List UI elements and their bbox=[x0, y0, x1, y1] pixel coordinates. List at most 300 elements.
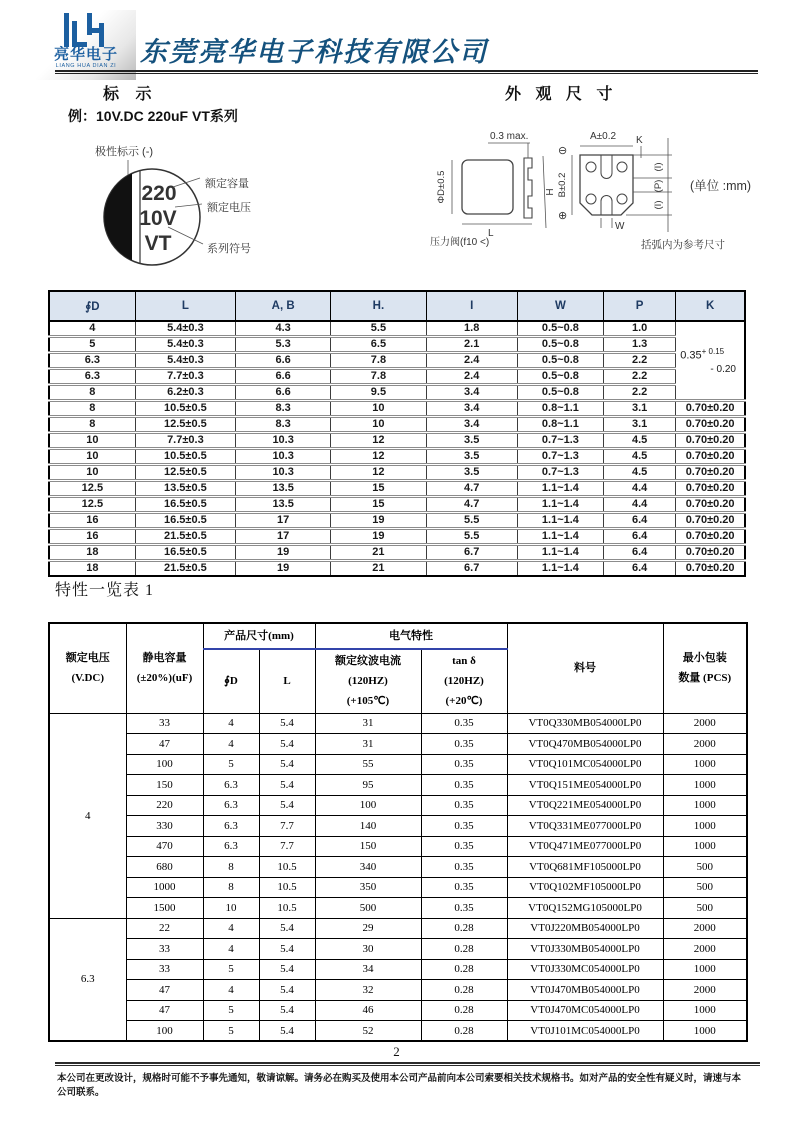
spec-cell: 0.35 bbox=[421, 734, 507, 755]
spec-table bbox=[48, 622, 748, 1042]
polarity-crescent bbox=[104, 174, 132, 261]
spec-table-row bbox=[49, 857, 747, 878]
spec-cell: VT0J330MC054000LP0 bbox=[507, 959, 663, 980]
col-header-tan bbox=[421, 649, 507, 713]
spec-cell: 0.35 bbox=[421, 836, 507, 857]
dim-table-row bbox=[49, 385, 745, 401]
dim-cell-k-tolerance: $0.35^{+ 0.15}$ - 0.20 bbox=[676, 321, 745, 401]
dim-cell: 5.4±0.3 bbox=[135, 321, 235, 337]
dim-cell: 16.5±0.5 bbox=[135, 513, 235, 529]
dim-cell-k: 0.70±0.20 bbox=[676, 497, 745, 513]
page-number: 2 bbox=[393, 1044, 400, 1059]
dim-cell: 10.3 bbox=[236, 449, 331, 465]
plus-mark: ⊕ bbox=[558, 210, 568, 222]
spec-cell: 47 bbox=[126, 980, 203, 1001]
dim-cell: 0.5~0.8 bbox=[517, 369, 603, 385]
footer-rule bbox=[55, 1062, 760, 1066]
length-dim: L bbox=[488, 228, 494, 239]
dimensions-table bbox=[48, 290, 746, 577]
dim-cell: 8 bbox=[49, 401, 135, 417]
header-rule bbox=[55, 70, 758, 74]
spec-cell: VT0Q471ME077000LP0 bbox=[507, 836, 663, 857]
spec-cell: 2000 bbox=[663, 980, 747, 1001]
spec-cell: 1000 bbox=[663, 1021, 747, 1042]
dim-cell: 19 bbox=[236, 545, 331, 561]
spec-cell: 100 bbox=[126, 754, 203, 775]
dim-cell: 2.4 bbox=[426, 369, 517, 385]
spec-cell: 10.5 bbox=[259, 857, 315, 878]
spec-cell: 2000 bbox=[663, 713, 747, 734]
spec-cell: 8 bbox=[203, 857, 259, 878]
dim-cell: 5.3 bbox=[236, 337, 331, 353]
spec-cell: 5 bbox=[203, 754, 259, 775]
logo-text-cn: 亮华电子 bbox=[53, 46, 118, 63]
spec-cell: 5.4 bbox=[259, 980, 315, 1001]
spec-cell: 680 bbox=[126, 857, 203, 878]
spec-cell: 470 bbox=[126, 836, 203, 857]
spec-cell: 100 bbox=[315, 795, 421, 816]
dim-cell: 21.5±0.5 bbox=[135, 529, 235, 545]
spec-cell: 7.7 bbox=[259, 816, 315, 837]
dim-table-row bbox=[49, 545, 745, 561]
dim-cell: 17 bbox=[236, 529, 331, 545]
dim-table-row bbox=[49, 529, 745, 545]
dim-cell: 3.1 bbox=[604, 417, 676, 433]
spec-cell: 1000 bbox=[663, 775, 747, 796]
spec-cell: 52 bbox=[315, 1021, 421, 1042]
spec-table-row bbox=[49, 1021, 747, 1042]
dim-cell: 7.7±0.3 bbox=[135, 433, 235, 449]
dim-col-header: L bbox=[135, 291, 235, 321]
dim-cell: 2.2 bbox=[604, 353, 676, 369]
diameter-dim: ΦD±0.5 bbox=[436, 170, 447, 204]
spec-cell: 10 bbox=[203, 898, 259, 919]
dim-cell: 18 bbox=[49, 545, 135, 561]
spec-cell: 47 bbox=[126, 734, 203, 755]
spec-cell: 33 bbox=[126, 939, 203, 960]
spec-cell: 5.4 bbox=[259, 775, 315, 796]
spec-cell: 10.5 bbox=[259, 877, 315, 898]
spec-table-row bbox=[49, 836, 747, 857]
dim-cell: 10.5±0.5 bbox=[135, 449, 235, 465]
dim-cell: 13.5 bbox=[236, 497, 331, 513]
dim-cell: 0.7~1.3 bbox=[517, 433, 603, 449]
dim-table-row bbox=[49, 369, 745, 385]
callout-voltage: 额定电压 bbox=[207, 202, 251, 214]
dim-cell: 2.2 bbox=[604, 385, 676, 401]
dim-cell: 10 bbox=[331, 417, 426, 433]
dim-cell: 5.5 bbox=[331, 321, 426, 337]
spec-cell: 500 bbox=[663, 857, 747, 878]
spec-cell: 330 bbox=[126, 816, 203, 837]
dim-cell: 16.5±0.5 bbox=[135, 545, 235, 561]
spec-cell: 0.28 bbox=[421, 918, 507, 939]
dim-cell: 1.1~1.4 bbox=[517, 529, 603, 545]
dim-cell: 3.5 bbox=[426, 449, 517, 465]
dim-cell: 6.3 bbox=[49, 369, 135, 385]
dim-cell: 12.5 bbox=[49, 481, 135, 497]
spec-table-row bbox=[49, 877, 747, 898]
spec-cell: 0.35 bbox=[421, 775, 507, 796]
dim-cell: 2.4 bbox=[426, 353, 517, 369]
dim-cell: 6.3 bbox=[49, 353, 135, 369]
spec-table-row bbox=[49, 713, 747, 734]
dim-cell: 4.7 bbox=[426, 497, 517, 513]
spec-cell: 0.35 bbox=[421, 816, 507, 837]
spec-cell: 30 bbox=[315, 939, 421, 960]
callout-series: 系列符号 bbox=[207, 243, 251, 255]
unit-note: (单位 :mm) bbox=[690, 179, 752, 193]
spec-cell: 1000 bbox=[663, 816, 747, 837]
callout-capacitance: 额定容量 bbox=[205, 178, 249, 190]
spec-cell: 5.4 bbox=[259, 795, 315, 816]
dim-cell: 1.1~1.4 bbox=[517, 545, 603, 561]
spec-cell: 5.4 bbox=[259, 734, 315, 755]
dim-cell: 0.5~0.8 bbox=[517, 353, 603, 369]
dim-cell: 1.1~1.4 bbox=[517, 497, 603, 513]
dim-cell: 5.4±0.3 bbox=[135, 337, 235, 353]
spec-cell: 7.7 bbox=[259, 836, 315, 857]
spec-cell: VT0Q330MB054000LP0 bbox=[507, 713, 663, 734]
spec-cell: 31 bbox=[315, 734, 421, 755]
dim-cell: 18 bbox=[49, 561, 135, 577]
dim-cell: 8.3 bbox=[236, 417, 331, 433]
spec-cell: 4 bbox=[203, 980, 259, 1001]
dim-table-row bbox=[49, 561, 745, 577]
spec-cell: VT0J330MB054000LP0 bbox=[507, 939, 663, 960]
spec-cell: 95 bbox=[315, 775, 421, 796]
spec-cell: 0.35 bbox=[421, 795, 507, 816]
spec-cell: VT0Q152MG105000LP0 bbox=[507, 898, 663, 919]
spec-cell: 31 bbox=[315, 713, 421, 734]
dim-cell: 6.6 bbox=[236, 385, 331, 401]
spec-cell: 6.3 bbox=[203, 836, 259, 857]
spec-cell: 33 bbox=[126, 713, 203, 734]
spec-cell: 5.4 bbox=[259, 1000, 315, 1021]
spec-cell: 29 bbox=[315, 918, 421, 939]
dim-cell: 0.7~1.3 bbox=[517, 449, 603, 465]
spec-table-row bbox=[49, 898, 747, 919]
dim-col-header: I bbox=[426, 291, 517, 321]
dim-col-header: K bbox=[676, 291, 745, 321]
spec-cell: 5.4 bbox=[259, 1021, 315, 1042]
dim-cell: 12.5 bbox=[49, 497, 135, 513]
spec-cell: 0.28 bbox=[421, 980, 507, 1001]
spec-cell: 2000 bbox=[663, 918, 747, 939]
dim-cell: 6.5 bbox=[331, 337, 426, 353]
spec-table-row bbox=[49, 754, 747, 775]
dim-cell: 9.5 bbox=[331, 385, 426, 401]
dim-cell-k: 0.70±0.20 bbox=[676, 417, 745, 433]
dim-col-header: ∮D bbox=[49, 291, 135, 321]
dim-cell: 16.5±0.5 bbox=[135, 497, 235, 513]
dim-cell: 10 bbox=[49, 465, 135, 481]
spec-cell: 1000 bbox=[663, 1000, 747, 1021]
marking-capacitance: 220 bbox=[141, 182, 177, 205]
height-dim: H bbox=[545, 188, 556, 196]
dim-cell: 21 bbox=[331, 545, 426, 561]
dim-cell: 10 bbox=[49, 433, 135, 449]
dim-cell: 6.4 bbox=[604, 513, 676, 529]
dim-table-row bbox=[49, 449, 745, 465]
spec-cell: VT0J101MC054000LP0 bbox=[507, 1021, 663, 1042]
spec-cell: 2000 bbox=[663, 734, 747, 755]
dim-table-row bbox=[49, 321, 745, 337]
dim-table-row bbox=[49, 353, 745, 369]
callout-line-capacitance bbox=[173, 178, 200, 187]
polarity-label: 极性标示 (-) bbox=[95, 146, 154, 158]
dim-cell: 5.5 bbox=[426, 513, 517, 529]
col-header-ripple-line2: (120HZ) bbox=[348, 675, 388, 688]
spec-cell: 0.35 bbox=[421, 713, 507, 734]
dim-cell: 0.5~0.8 bbox=[517, 337, 603, 353]
dim-table-row bbox=[49, 497, 745, 513]
dim-cell: 6.6 bbox=[236, 353, 331, 369]
spec-cell: 220 bbox=[126, 795, 203, 816]
dim-col-header: A, B bbox=[236, 291, 331, 321]
spec-cell: 5.4 bbox=[259, 939, 315, 960]
spec-cell: VT0Q681MF105000LP0 bbox=[507, 857, 663, 878]
dim-col-header: H. bbox=[331, 291, 426, 321]
spec-cell: 5 bbox=[203, 1021, 259, 1042]
dim-cell-k: 0.70±0.20 bbox=[676, 465, 745, 481]
spec-cell: VT0Q221ME054000LP0 bbox=[507, 795, 663, 816]
dim-table-row bbox=[49, 513, 745, 529]
appearance-section-title: 外 观 尺 寸 bbox=[505, 86, 618, 103]
dim-cell: 1.8 bbox=[426, 321, 517, 337]
dim-cell: 5.5 bbox=[426, 529, 517, 545]
dim-cell: 12 bbox=[331, 465, 426, 481]
group-header-electrical: 电气特性 bbox=[315, 623, 507, 649]
col-header-diameter: ∮D bbox=[203, 649, 259, 713]
dim-cell: 3.4 bbox=[426, 401, 517, 417]
dim-table-row bbox=[49, 337, 745, 353]
cap-bottom-view bbox=[580, 155, 633, 215]
marking-diagram bbox=[55, 140, 385, 280]
spec-cell: 0.28 bbox=[421, 959, 507, 980]
dim-cell: 13.5 bbox=[236, 481, 331, 497]
spec-cell: 1000 bbox=[663, 836, 747, 857]
top-clearance-dim: 0.3 max. bbox=[490, 131, 529, 142]
spec-cell: 1000 bbox=[126, 877, 203, 898]
dim-cell: 3.4 bbox=[426, 417, 517, 433]
dim-col-header: P bbox=[604, 291, 676, 321]
col-header-ripple bbox=[315, 649, 421, 713]
col-header-ripple-line1: 额定纹波电流 bbox=[335, 655, 401, 668]
dim-cell: 6.2±0.3 bbox=[135, 385, 235, 401]
dim-cell: 5 bbox=[49, 337, 135, 353]
dim-cell: 8 bbox=[49, 385, 135, 401]
dim-cell: 6.4 bbox=[604, 529, 676, 545]
spec-cell: 0.28 bbox=[421, 939, 507, 960]
dim-cell: 6.4 bbox=[604, 561, 676, 577]
spec-table-row bbox=[49, 795, 747, 816]
col-header-capacitance bbox=[126, 623, 203, 713]
col-header-part-number: 料号 bbox=[507, 623, 663, 713]
spec-cell: 4 bbox=[203, 734, 259, 755]
dim-cell: 3.5 bbox=[426, 433, 517, 449]
dim-cell: 7.8 bbox=[331, 353, 426, 369]
col-header-tan-line3: (+20℃) bbox=[445, 695, 483, 708]
spec-cell: 4 bbox=[203, 918, 259, 939]
dim-cell: 0.8~1.1 bbox=[517, 417, 603, 433]
spec-cell: VT0J470MB054000LP0 bbox=[507, 980, 663, 1001]
i-bottom-dim: (I) bbox=[653, 200, 664, 210]
marking-series: VT bbox=[144, 232, 172, 255]
spec-cell-voltage: 6.3 bbox=[49, 918, 126, 1041]
dim-cell: 6.7 bbox=[426, 561, 517, 577]
a-dim: A±0.2 bbox=[590, 131, 617, 142]
pressure-valve-note: 压力阀(f10 <) bbox=[430, 237, 490, 248]
spec-section-title: 特性一览表 1 bbox=[55, 582, 155, 599]
spec-cell: 55 bbox=[315, 754, 421, 775]
marking-example: 例：10V.DC 220uF VT系列 bbox=[68, 108, 238, 124]
spec-cell: 1000 bbox=[663, 795, 747, 816]
spec-cell-voltage: 4 bbox=[49, 713, 126, 918]
spec-cell: 1500 bbox=[126, 898, 203, 919]
spec-cell: 4 bbox=[203, 713, 259, 734]
spec-head-group-row bbox=[49, 623, 747, 649]
spec-cell: 0.28 bbox=[421, 1000, 507, 1021]
b-dim: B±0.2 bbox=[557, 172, 568, 198]
spec-cell: VT0Q470MB054000LP0 bbox=[507, 734, 663, 755]
dim-cell: 4 bbox=[49, 321, 135, 337]
footer-disclaimer: 本公司在更改设计，规格时可能不予事先通知，敬请谅解。请务必在购买及使用本公司产品前向本公司索要相关技术规格书。如对产品的安全性有疑义时，请速与本公司联系。 bbox=[57, 1074, 742, 1098]
spec-cell: 32 bbox=[315, 980, 421, 1001]
spec-cell: 150 bbox=[126, 775, 203, 796]
spec-cell: 0.35 bbox=[421, 877, 507, 898]
dim-cell-k: 0.70±0.20 bbox=[676, 513, 745, 529]
dim-cell: 4.5 bbox=[604, 433, 676, 449]
dim-cell: 10.3 bbox=[236, 465, 331, 481]
dim-table-row bbox=[49, 481, 745, 497]
outline-dimension-diagram bbox=[428, 126, 790, 268]
spec-cell: 100 bbox=[126, 1021, 203, 1042]
spec-cell: 8 bbox=[203, 877, 259, 898]
col-header-capacitance-line2: (±20%)(uF) bbox=[136, 672, 193, 685]
spec-cell: 6.3 bbox=[203, 816, 259, 837]
dim-cell: 12.5±0.5 bbox=[135, 465, 235, 481]
marking-voltage: 10V bbox=[139, 207, 177, 230]
col-header-ripple-line3: (+105℃) bbox=[346, 695, 390, 708]
spec-cell: 0.35 bbox=[421, 857, 507, 878]
group-header-size: 产品尺寸(mm) bbox=[203, 623, 315, 649]
dim-cell: 4.4 bbox=[604, 497, 676, 513]
spec-table-body bbox=[49, 713, 747, 1041]
col-header-voltage bbox=[49, 623, 126, 713]
spec-table-row bbox=[49, 775, 747, 796]
spec-cell: VT0J220MB054000LP0 bbox=[507, 918, 663, 939]
dim-cell: 4.5 bbox=[604, 465, 676, 481]
spec-cell: 47 bbox=[126, 1000, 203, 1021]
dim-cell: 6.6 bbox=[236, 369, 331, 385]
col-header-length: L bbox=[259, 649, 315, 713]
spec-cell: 1000 bbox=[663, 959, 747, 980]
dim-cell: 17 bbox=[236, 513, 331, 529]
dim-cell: 3.4 bbox=[426, 385, 517, 401]
company-name: 东莞亮华电子科技有限公司 bbox=[140, 37, 488, 67]
dim-cell: 12 bbox=[331, 449, 426, 465]
dim-cell-k: 0.70±0.20 bbox=[676, 433, 745, 449]
spec-cell: 33 bbox=[126, 959, 203, 980]
w-dim: W bbox=[615, 221, 625, 232]
dim-cell: 4.5 bbox=[604, 449, 676, 465]
col-header-tan-line1: tan δ bbox=[452, 655, 476, 668]
minus-mark: ⊖ bbox=[558, 145, 568, 157]
dim-cell: 12.5±0.5 bbox=[135, 417, 235, 433]
dim-cell: 1.1~1.4 bbox=[517, 513, 603, 529]
dim-cell: 0.7~1.3 bbox=[517, 465, 603, 481]
spec-cell: VT0J470MC054000LP0 bbox=[507, 1000, 663, 1021]
spec-cell: 5 bbox=[203, 959, 259, 980]
col-header-min-package bbox=[663, 623, 747, 713]
dim-cell: 12 bbox=[331, 433, 426, 449]
spec-cell: VT0Q151ME054000LP0 bbox=[507, 775, 663, 796]
spec-table-row bbox=[49, 816, 747, 837]
i-top-dim: (I) bbox=[653, 162, 664, 172]
dim-cell: 2.1 bbox=[426, 337, 517, 353]
dim-cell: 8 bbox=[49, 417, 135, 433]
spec-cell: 340 bbox=[315, 857, 421, 878]
dim-cell: 0.8~1.1 bbox=[517, 401, 603, 417]
spec-cell: 1000 bbox=[663, 754, 747, 775]
dim-cell: 19 bbox=[331, 513, 426, 529]
col-header-voltage-line2: (V.DC) bbox=[71, 672, 104, 685]
dim-cell-k: 0.70±0.20 bbox=[676, 481, 745, 497]
dim-cell: 1.0 bbox=[604, 321, 676, 337]
spec-table-row bbox=[49, 734, 747, 755]
dim-cell: 8.3 bbox=[236, 401, 331, 417]
dim-cell: 2.2 bbox=[604, 369, 676, 385]
spec-cell: 4 bbox=[203, 939, 259, 960]
dim-cell: 0.5~0.8 bbox=[517, 385, 603, 401]
spec-table-row bbox=[49, 918, 747, 939]
dim-cell: 10 bbox=[49, 449, 135, 465]
spec-cell: 2000 bbox=[663, 939, 747, 960]
dim-cell: 15 bbox=[331, 481, 426, 497]
dim-cell: 19 bbox=[236, 561, 331, 577]
dim-cell: 16 bbox=[49, 529, 135, 545]
dim-cell-k: 0.70±0.20 bbox=[676, 545, 745, 561]
dim-table-row bbox=[49, 465, 745, 481]
cap-body-side-view bbox=[462, 160, 513, 214]
dim-cell: 16 bbox=[49, 513, 135, 529]
dim-col-header: W bbox=[517, 291, 603, 321]
spec-cell: VT0Q102MF105000LP0 bbox=[507, 877, 663, 898]
dim-cell-k: 0.70±0.20 bbox=[676, 561, 745, 577]
logo-lh-icon bbox=[63, 13, 109, 47]
dim-cell: 10 bbox=[331, 401, 426, 417]
logo-text-en: LIANG HUA DIAN ZI bbox=[55, 63, 117, 69]
col-header-tan-line2: (120HZ) bbox=[444, 675, 484, 688]
spec-table-row bbox=[49, 980, 747, 1001]
dim-cell: 4.7 bbox=[426, 481, 517, 497]
dim-cell: 7.8 bbox=[331, 369, 426, 385]
spec-cell: 5.4 bbox=[259, 713, 315, 734]
spec-table-row bbox=[49, 959, 747, 980]
dim-table-row bbox=[49, 401, 745, 417]
dim-cell: 6.7 bbox=[426, 545, 517, 561]
col-header-qty-line2: 数量 (PCS) bbox=[678, 672, 732, 685]
k-dim: K bbox=[636, 135, 643, 146]
col-header-voltage-line1: 额定电压 bbox=[65, 652, 110, 665]
spec-cell: 5.4 bbox=[259, 918, 315, 939]
dim-cell: 4.4 bbox=[604, 481, 676, 497]
dim-cell: 1.1~1.4 bbox=[517, 561, 603, 577]
dim-table-body bbox=[49, 321, 745, 576]
dim-cell: 10.3 bbox=[236, 433, 331, 449]
spec-cell: 6.3 bbox=[203, 775, 259, 796]
